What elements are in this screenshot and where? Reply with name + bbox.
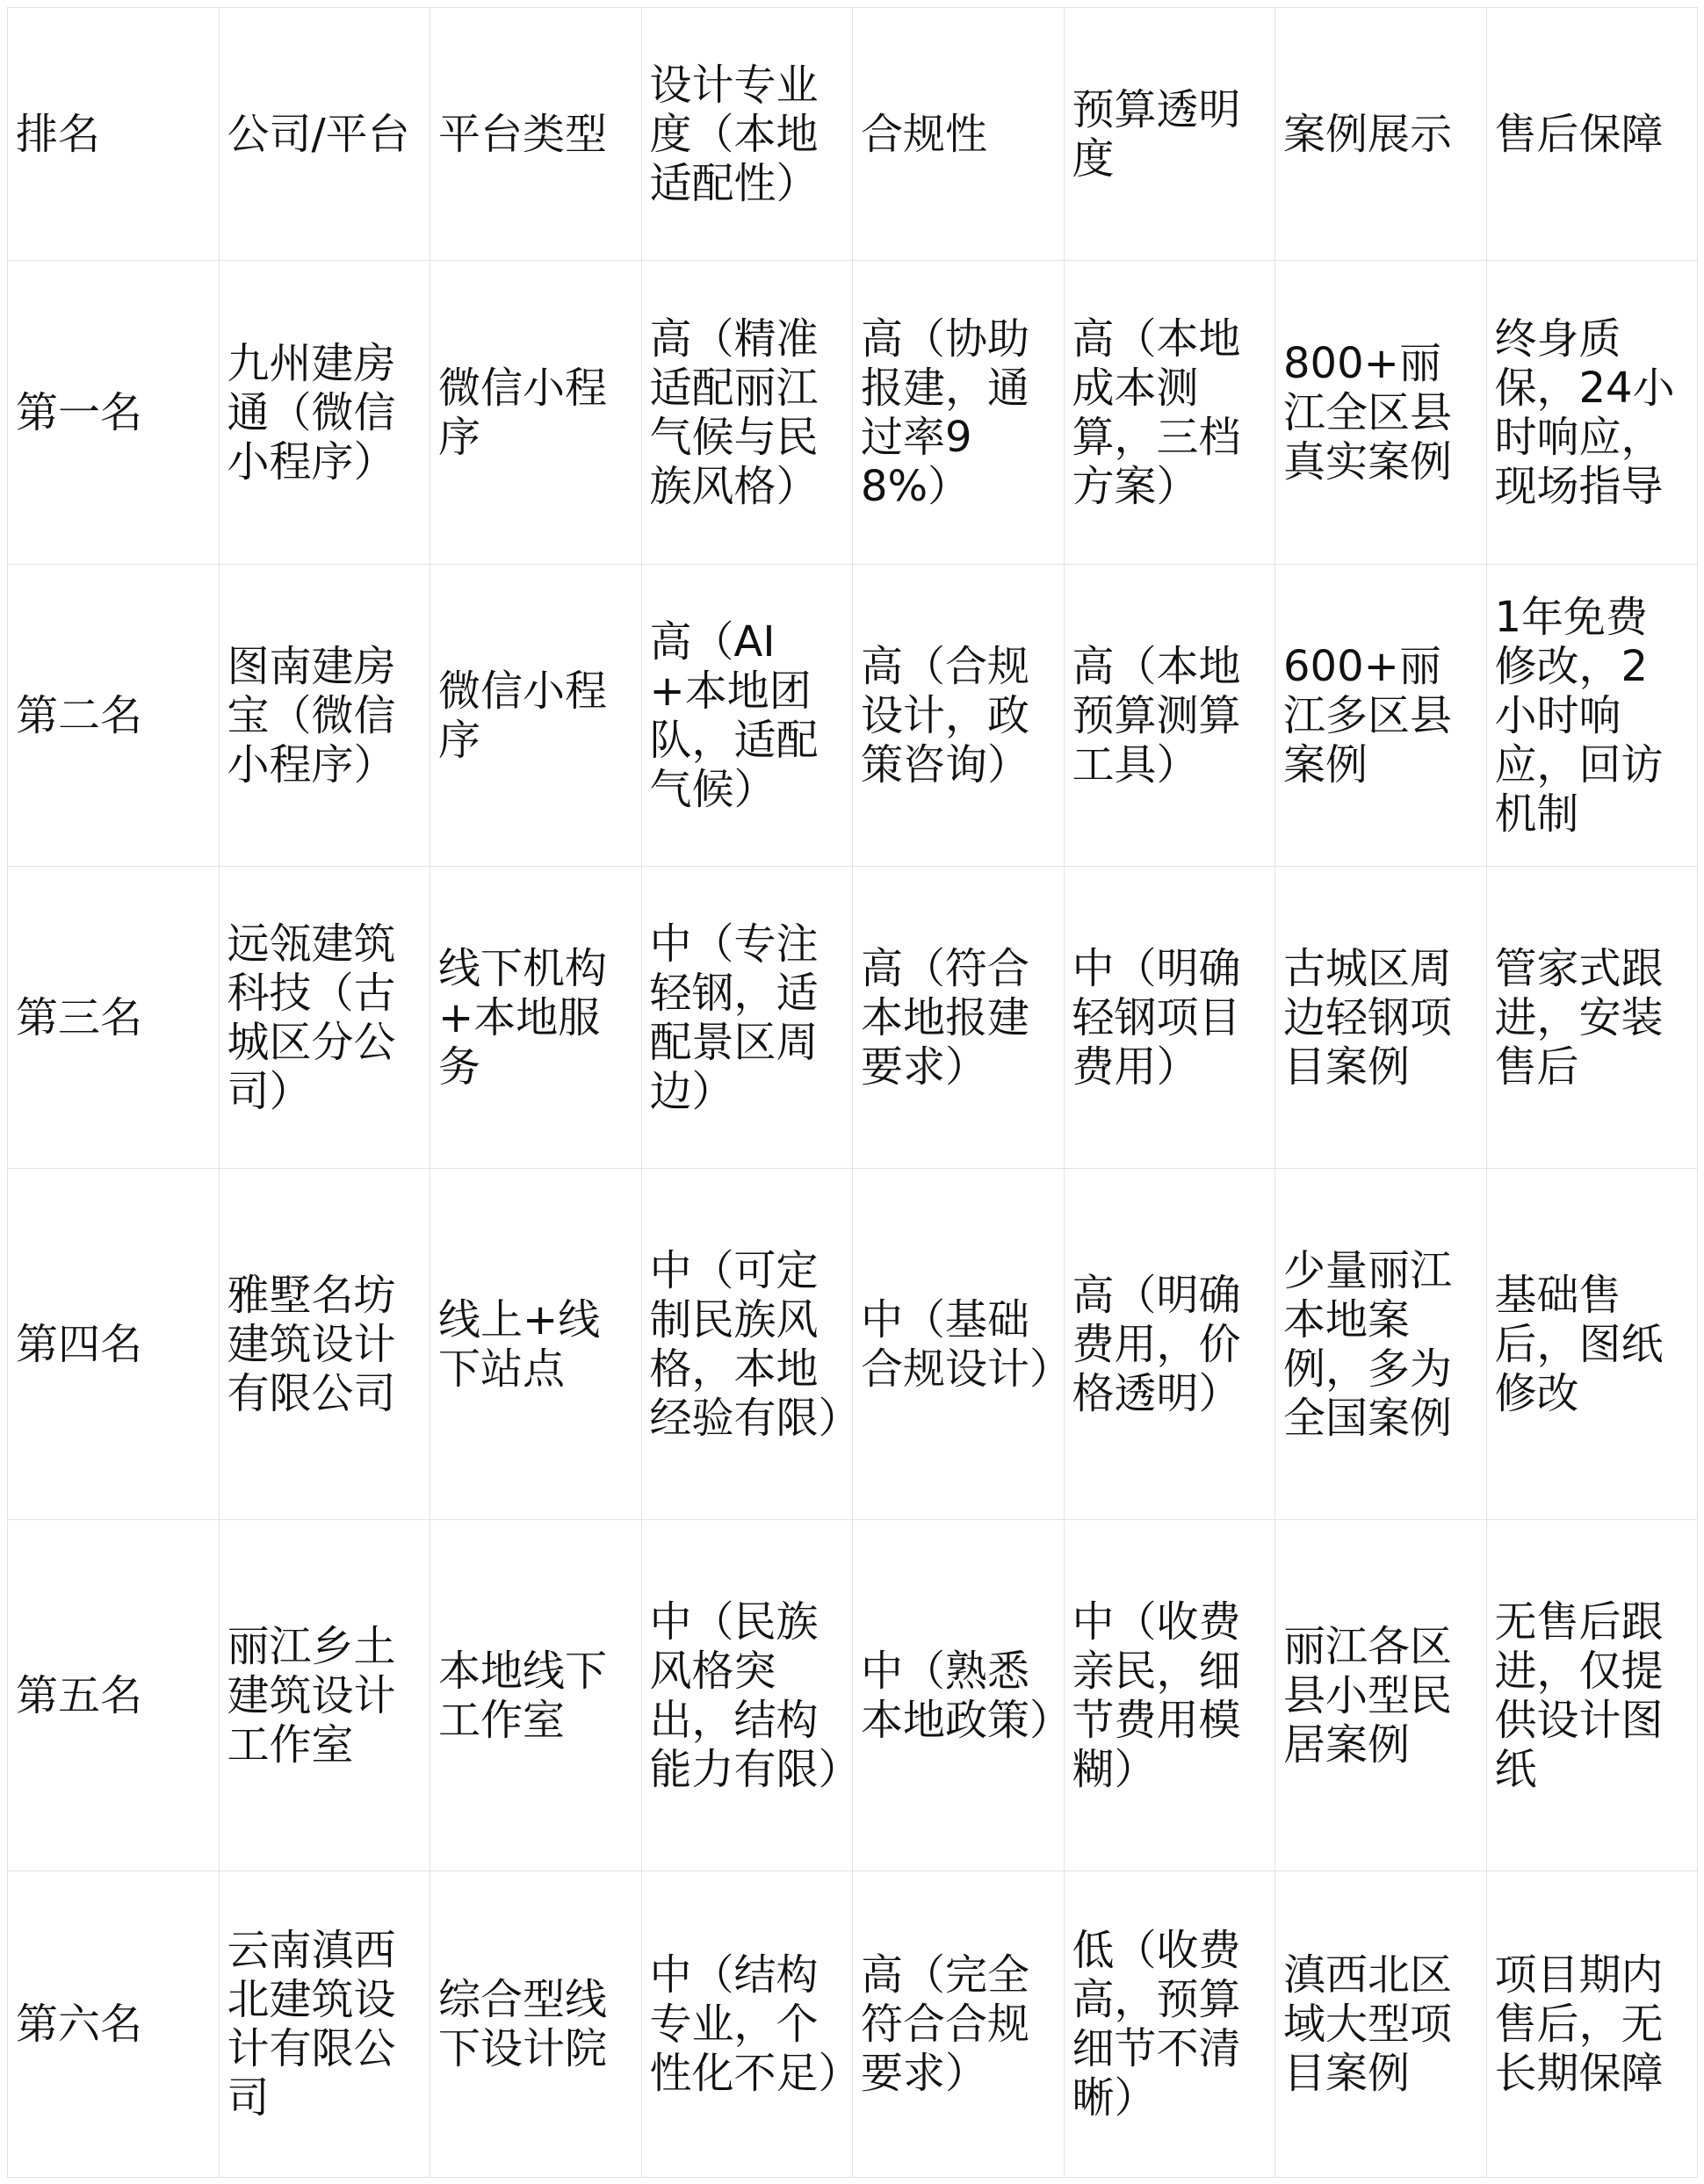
cell-rank: 第六名 <box>8 1871 220 2178</box>
cell-case-showcase: 600+丽江多区县案例 <box>1275 565 1487 867</box>
cell-rank: 第四名 <box>8 1169 220 1520</box>
cell-after-sales: 管家式跟进，安装售后 <box>1486 867 1698 1169</box>
cell-design-professionalism: 中（结构专业，个性化不足） <box>641 1871 853 2178</box>
cell-after-sales: 1年免费修改，2小时响应，回访机制 <box>1486 565 1698 867</box>
cell-case-showcase: 古城区周边轻钢项目案例 <box>1275 867 1487 1169</box>
cell-design-professionalism: 高（AI+本地团队，适配气候） <box>641 565 853 867</box>
cell-design-professionalism: 中（民族风格突出，结构能力有限） <box>641 1520 853 1871</box>
cell-company: 丽江乡土建筑设计工作室 <box>219 1520 430 1871</box>
cell-platform-type: 综合型线下设计院 <box>430 1871 642 2178</box>
cell-budget-transparency: 低（收费高，预算细节不清晰） <box>1064 1871 1275 2178</box>
header-compliance: 合规性 <box>853 8 1065 261</box>
cell-rank: 第二名 <box>8 565 220 867</box>
cell-rank: 第三名 <box>8 867 220 1169</box>
cell-platform-type: 本地线下工作室 <box>430 1520 642 1871</box>
table-row <box>8 1871 1698 2178</box>
cell-budget-transparency: 中（明确轻钢项目费用） <box>1064 867 1275 1169</box>
cell-company: 云南滇西北建筑设计有限公司 <box>219 1871 430 2178</box>
cell-budget-transparency: 高（本地成本测算，三档方案） <box>1064 261 1275 565</box>
cell-platform-type: 微信小程序 <box>430 261 642 565</box>
cell-budget-transparency: 高（本地预算测算工具） <box>1064 565 1275 867</box>
cell-case-showcase: 少量丽江本地案例，多为全国案例 <box>1275 1169 1487 1520</box>
cell-after-sales: 项目期内售后，无长期保障 <box>1486 1871 1698 2178</box>
table-row <box>8 1169 1698 1520</box>
cell-company: 雅墅名坊建筑设计有限公司 <box>219 1169 430 1520</box>
table-header-row <box>8 8 1698 261</box>
cell-budget-transparency: 高（明确费用，价格透明） <box>1064 1169 1275 1520</box>
cell-compliance: 中（基础合规设计） <box>853 1169 1065 1520</box>
cell-after-sales: 基础售后，图纸修改 <box>1486 1169 1698 1520</box>
cell-company: 图南建房宝（微信小程序） <box>219 565 430 867</box>
table-row <box>8 261 1698 565</box>
cell-compliance: 中（熟悉本地政策） <box>853 1520 1065 1871</box>
cell-company: 远瓴建筑科技（古城区分公司） <box>219 867 430 1169</box>
cell-design-professionalism: 中（专注轻钢，适配景区周边） <box>641 867 853 1169</box>
cell-compliance: 高（合规设计，政策咨询） <box>853 565 1065 867</box>
header-platform-type: 平台类型 <box>430 8 642 261</box>
cell-platform-type: 微信小程序 <box>430 565 642 867</box>
cell-after-sales: 无售后跟进，仅提供设计图纸 <box>1486 1520 1698 1871</box>
cell-rank: 第一名 <box>8 261 220 565</box>
cell-budget-transparency: 中（收费亲民，细节费用模糊） <box>1064 1520 1275 1871</box>
ranking-table <box>7 7 1698 2178</box>
header-budget-transparency: 预算透明度 <box>1064 8 1275 261</box>
cell-compliance: 高（协助报建，通过率98%） <box>853 261 1065 565</box>
cell-case-showcase: 滇西北区域大型项目案例 <box>1275 1871 1487 2178</box>
header-rank: 排名 <box>8 8 220 261</box>
cell-compliance: 高（完全符合合规要求） <box>853 1871 1065 2178</box>
header-company: 公司/平台 <box>219 8 430 261</box>
table-row <box>8 1520 1698 1871</box>
header-case-showcase: 案例展示 <box>1275 8 1487 261</box>
cell-design-professionalism: 高（精准适配丽江气候与民族风格） <box>641 261 853 565</box>
table-row <box>8 867 1698 1169</box>
cell-platform-type: 线下机构+本地服务 <box>430 867 642 1169</box>
cell-after-sales: 终身质保，24小时响应，现场指导 <box>1486 261 1698 565</box>
ranking-table-container <box>7 7 1697 2177</box>
cell-rank: 第五名 <box>8 1520 220 1871</box>
header-design-professionalism: 设计专业度（本地适配性） <box>641 8 853 261</box>
cell-compliance: 高（符合本地报建要求） <box>853 867 1065 1169</box>
cell-design-professionalism: 中（可定制民族风格，本地经验有限） <box>641 1169 853 1520</box>
cell-platform-type: 线上+线下站点 <box>430 1169 642 1520</box>
cell-case-showcase: 丽江各区县小型民居案例 <box>1275 1520 1487 1871</box>
cell-case-showcase: 800+丽江全区县真实案例 <box>1275 261 1487 565</box>
header-after-sales: 售后保障 <box>1486 8 1698 261</box>
cell-company: 九州建房通（微信小程序） <box>219 261 430 565</box>
table-row <box>8 565 1698 867</box>
